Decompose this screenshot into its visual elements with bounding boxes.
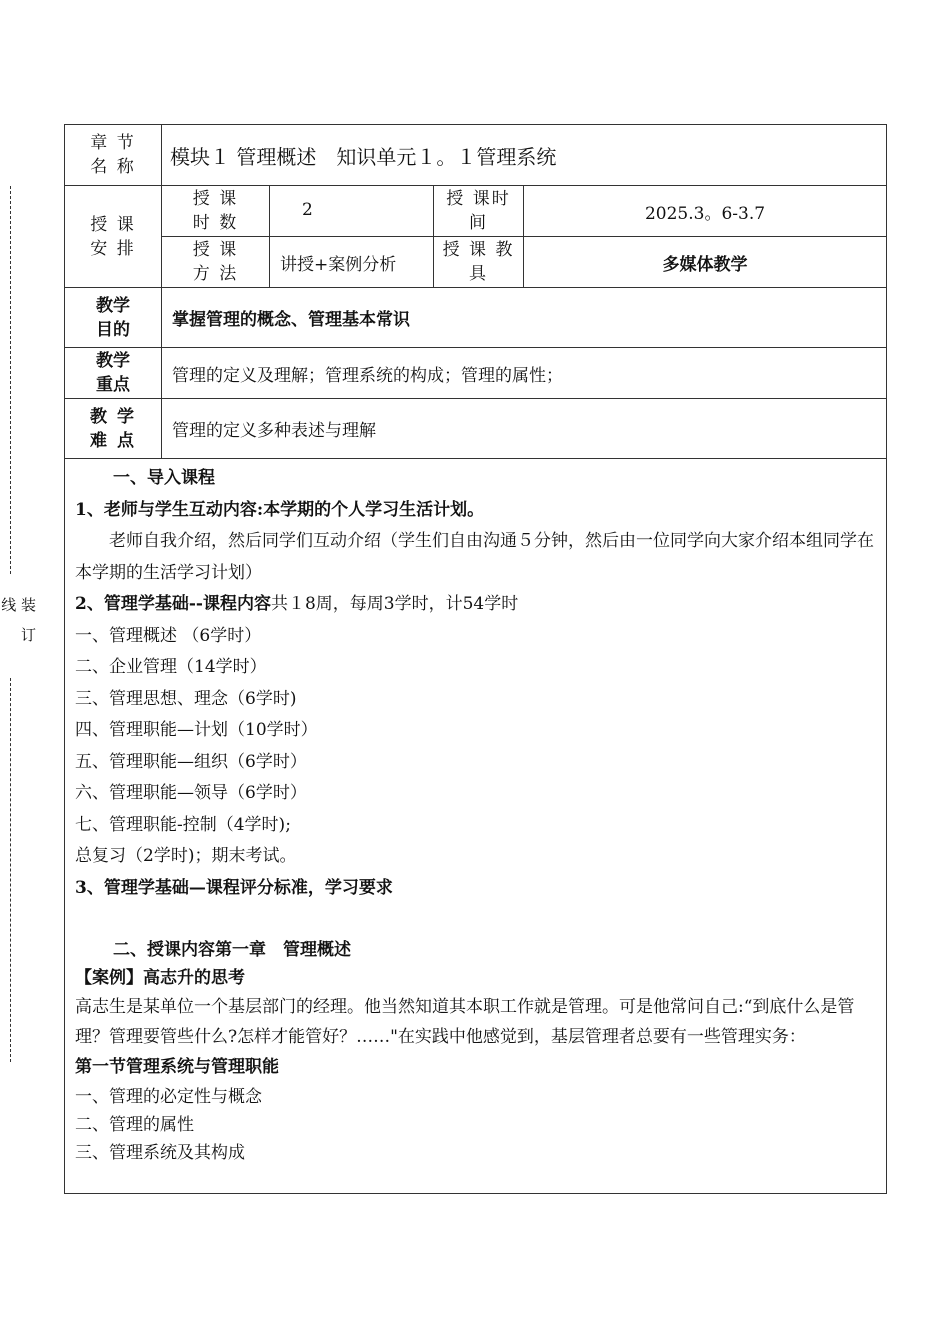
unit-list-item: 总复习（2学时)；期末考试。: [75, 846, 297, 866]
goal-label-text: 教学 目的: [96, 295, 130, 340]
unit-list-item: 三、管理思想、理念（6学时): [75, 688, 297, 709]
item-2-rest: 共１8周，每周3学时，计54学时: [270, 594, 519, 614]
intro-heading: 一、导入课程: [113, 468, 215, 488]
chapter-row: [65, 125, 887, 186]
key-points-row: [65, 348, 887, 399]
difficulty-label-text: 教 学 难 点: [90, 406, 136, 451]
lesson-content: [65, 459, 887, 1194]
case-paragraph: 高志生是某单位一个基层部门的经理。他当然知道其本职工作就是管理。可是他常问自己:“到底什么是管理？管理要管些什么?怎样才能管好？……"在实践中他感觉到，基层管理者总要有一些管理实务：: [75, 997, 855, 1047]
content-row: [65, 459, 887, 1194]
method-row: [65, 237, 887, 288]
unit-list-item: 六、管理职能—领导（6学时）: [75, 783, 307, 803]
goal-label: [65, 288, 162, 348]
section-list-item: 二、管理的属性: [75, 1115, 194, 1135]
unit-list-item: 二、企业管理（14学时）: [75, 657, 267, 677]
difficulty-value: 管理的定义多种表述与理解: [162, 399, 887, 459]
item-1-paragraph: 老师自我介绍，然后同学们互动介绍（学生们自由沟通５分钟，然后由一位同学向大家介绍本组同学在本学期的生活学习计划）: [75, 531, 874, 583]
hours-label: [162, 186, 270, 237]
method-label: [162, 237, 270, 288]
method-value: 讲授+案例分析: [270, 237, 434, 288]
time-label-text: 授 课时 间: [446, 189, 511, 233]
key-points-label-text: 教学 重点: [96, 351, 130, 395]
hours-label-text: 授 课 时 数: [192, 189, 239, 233]
hours-value: [270, 186, 434, 237]
hours-row: [65, 186, 887, 237]
binding-dash-line-bottom: [10, 678, 11, 1062]
tools-label-text: 授 课 教 具: [442, 240, 515, 284]
section-list-item: 一、管理的必定性与概念: [75, 1087, 262, 1107]
time-value: 2025.3。6-3.7: [524, 186, 887, 237]
goal-row: [65, 288, 887, 348]
goal-value: 掌握管理的概念、管理基本常识: [162, 288, 887, 348]
unit-list-item: 四、管理职能—计划（10学时）: [75, 720, 318, 740]
chapter-label-text: 章 节 名 称: [90, 133, 136, 177]
item-2: [75, 589, 878, 621]
binding-label-line2: 订: [20, 626, 36, 644]
schedule-label: [65, 186, 162, 288]
chapter-value: 模块１ 管理概述 知识单元１。１管理系统: [162, 125, 887, 186]
chapter-label: [65, 125, 162, 186]
unit-list-item: 七、管理职能-控制（4学时);: [75, 814, 291, 835]
difficulty-row: [65, 399, 887, 459]
binding-margin: [0, 180, 40, 1060]
section-title: 第一节管理系统与管理职能: [75, 1057, 279, 1077]
binding-label: [0, 590, 36, 650]
difficulty-label: [65, 399, 162, 459]
schedule-label-text: 授 课 安 排: [90, 214, 136, 259]
item-2-bold: 2、管理学基础--课程内容: [75, 594, 271, 614]
section-list-item: 三、管理系统及其构成: [75, 1143, 245, 1163]
item-1: 1、老师与学生互动内容:本学期的个人学习生活计划。: [75, 499, 485, 520]
case-title: 【案例】高志升的思考: [75, 968, 245, 988]
tools-label: [434, 237, 524, 288]
item-3: 3、管理学基础—课程评分标准，学习要求: [75, 877, 393, 898]
tools-value: 多媒体教学: [524, 237, 887, 288]
time-label: [434, 186, 524, 237]
blank-line: [75, 904, 878, 935]
unit-list-item: 一、管理概述 （6学时）: [75, 625, 262, 646]
binding-label-line1: 线 装: [1, 596, 36, 614]
key-points-value: 管理的定义及理解；管理系统的构成；管理的属性；: [162, 348, 887, 399]
key-points-label: [65, 348, 162, 399]
unit-list-item: 五、管理职能—组织（6学时）: [75, 751, 307, 772]
lesson-plan-table: [64, 124, 887, 1194]
method-label-text: 授 课 方 法: [192, 240, 239, 284]
binding-dash-line-top: [10, 186, 11, 574]
hours-value-text: 2: [302, 200, 313, 220]
section-2-heading: 二、授课内容第一章 管理概述: [113, 940, 351, 960]
